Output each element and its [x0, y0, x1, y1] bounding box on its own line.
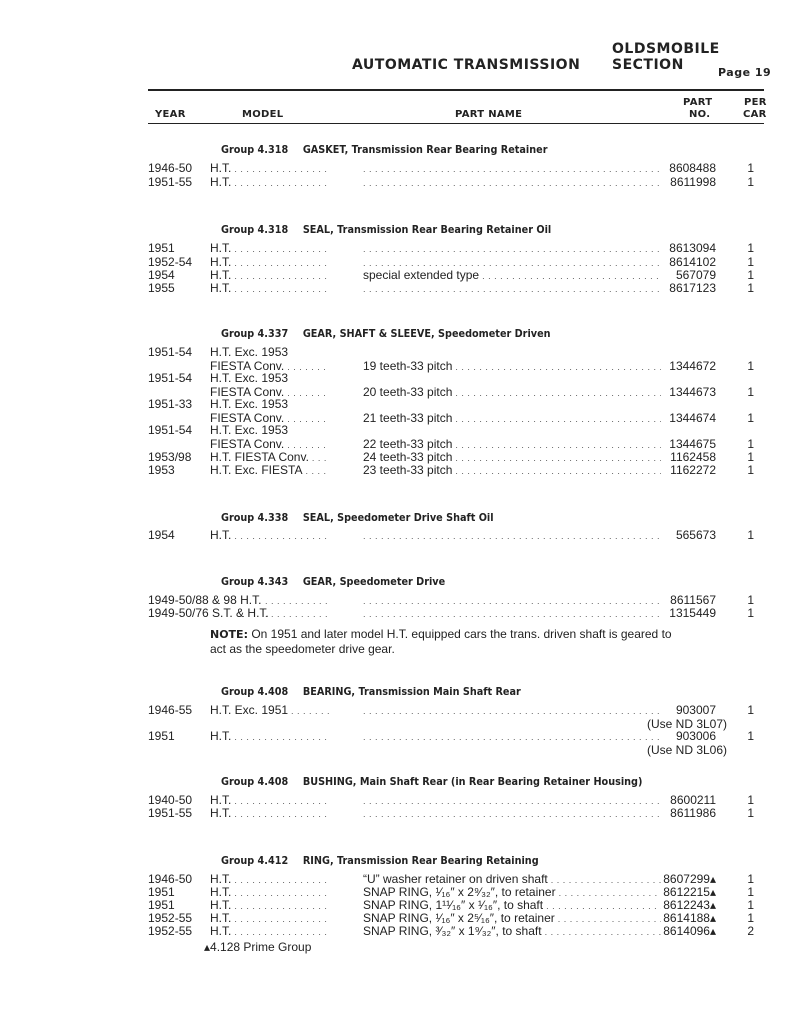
part-name-cell [363, 794, 661, 808]
model-text: H.T. Exc. 1953 [210, 372, 289, 385]
model-text: H.T. [210, 269, 232, 282]
year-cell: 1951-55 [148, 175, 193, 189]
model-cell [210, 899, 330, 913]
part-name-text: SNAP RING, ¹⁄₁₆″ x 2⁵⁄₁₆″, to retainer [363, 912, 555, 925]
part-name-cell [363, 176, 661, 190]
table-row [0, 269, 786, 282]
leader-dots [479, 269, 661, 282]
part-name-text: “U” washer retainer on driven shaft [363, 873, 548, 886]
part-name-text: 20 teeth-33 pitch [363, 386, 453, 399]
part-name-text: SNAP RING, ¹⁄₁₆″ x 2⁹⁄₃₂″, to retainer [363, 886, 556, 899]
part-name-text: SNAP RING, ³⁄₃₂″ x 1⁹⁄₃₂″, to shaft [363, 925, 542, 938]
group-title: GEAR, SHAFT & SLEEVE, Speedometer Driven [302, 327, 551, 340]
per-car-cell: 1 [747, 359, 754, 373]
table-row [0, 464, 786, 477]
part-number-cell: 1344675 [669, 437, 716, 451]
note-label: NOTE: [210, 628, 248, 641]
leader-dots [231, 794, 330, 807]
leader-dots [231, 925, 330, 938]
model-cell [210, 807, 330, 821]
leader-dots [452, 464, 661, 477]
year-cell: 1952-55 [148, 911, 193, 925]
model-text: H.T. Exc. FIESTA [210, 464, 303, 477]
table-row [0, 242, 786, 255]
model-cell [210, 873, 330, 887]
part-name-text: 22 teeth-33 pitch [363, 438, 453, 451]
year-cell: 1946-55 [148, 703, 193, 717]
leader-dots [363, 256, 661, 269]
part-number-cell: 903006 [675, 729, 716, 743]
per-car-cell: 1 [747, 729, 754, 743]
year-cell: 1951-55 [148, 806, 193, 820]
model-text: H.T. [210, 873, 232, 886]
per-car-cell: 1 [747, 872, 754, 886]
leader-dots [363, 242, 661, 255]
leader-dots [542, 925, 661, 938]
per-car-cell: 1 [747, 437, 754, 451]
leader-dots [543, 899, 661, 912]
year-cell: 1951 [148, 729, 175, 743]
leader-dots [231, 162, 330, 175]
model-text: H.T. [210, 730, 232, 743]
part-number-cell: 8617123 [669, 281, 716, 295]
leader-dots [555, 912, 661, 925]
model-cell [210, 162, 330, 176]
part-number-cell: 903007 [675, 703, 716, 717]
group-title: SEAL, Speedometer Drive Shaft Oil [302, 511, 494, 524]
model-text: H.T. Exc. 1951 [210, 704, 289, 717]
part-number-cell: 567079 [675, 268, 716, 282]
part-name-cell [363, 899, 661, 913]
model-text: FIESTA Conv. [210, 438, 285, 451]
group-number: Group 4.318 [221, 223, 289, 236]
part-number-cell: 8614102 [669, 255, 716, 269]
table-row [0, 372, 786, 385]
model-cell [210, 424, 330, 437]
year-cell: 1951-54 [148, 423, 193, 437]
part-number-cell: 8607299▴ [663, 872, 716, 886]
part-number-cell: 8611986 [670, 806, 716, 820]
part-name-cell [363, 464, 661, 478]
model-cell [210, 282, 330, 296]
leader-dots [231, 256, 330, 269]
part-number-cell: 565673 [675, 528, 716, 542]
part-name-cell [363, 873, 661, 887]
page-number: Page 19 [718, 66, 772, 79]
model-text: H.T. Exc. 1953 [210, 424, 289, 437]
model-text: H.T. [210, 529, 232, 542]
leader-dots [265, 607, 330, 621]
model-cell [210, 451, 330, 465]
table-row [0, 529, 786, 542]
leader-dots [363, 529, 661, 542]
part-number-cell: 8614096▴ [663, 924, 716, 938]
per-car-cell: 1 [747, 161, 754, 175]
leader-dots [231, 269, 330, 282]
per-car-cell: 1 [747, 911, 754, 925]
group-number: Group 4.408 [221, 685, 289, 698]
group-title: GASKET, Transmission Rear Bearing Retainer [302, 143, 548, 156]
part-number-cell: 8614188▴ [663, 911, 716, 925]
leader-dots [231, 529, 330, 542]
part-number-cell: 1344672 [669, 359, 716, 373]
leader-dots [309, 451, 330, 464]
model-text: FIESTA Conv. [210, 412, 285, 425]
model-cell [210, 372, 330, 385]
table-row [0, 398, 786, 411]
per-car-cell: 1 [747, 450, 754, 464]
leader-dots [548, 873, 661, 886]
part-name-cell [363, 282, 661, 296]
leader-dots [231, 176, 330, 189]
col-part-no-1: PART [683, 97, 713, 108]
part-name-cell [363, 704, 661, 718]
per-car-cell: 1 [747, 175, 754, 189]
model-text: FIESTA Conv. [210, 386, 285, 399]
part-number-cell: 1162458 [670, 450, 716, 464]
per-car-cell: 1 [747, 281, 754, 295]
year-cell: 1951 [148, 898, 175, 912]
group-heading [221, 511, 767, 525]
group-title: RING, Transmission Rear Bearing Retaining [302, 854, 539, 867]
per-car-cell: 1 [747, 793, 754, 807]
year-cell: 1953 [148, 463, 175, 477]
model-text: H.T. [210, 912, 232, 925]
part-number-cell: 8608488 [669, 161, 716, 175]
year-cell: 1952-55 [148, 924, 193, 938]
group-title: BUSHING, Main Shaft Rear (in Rear Bearing Retainer Housing) [302, 775, 643, 788]
leader-dots [363, 594, 661, 607]
table-row [0, 438, 786, 451]
group-title: GEAR, Speedometer Drive [302, 575, 446, 588]
model-cell [210, 269, 330, 283]
per-car-cell: 1 [747, 385, 754, 399]
group-heading [221, 143, 767, 157]
part-number-cell: 8612243▴ [663, 898, 716, 912]
model-cell [210, 730, 330, 744]
header-rule-bottom [148, 123, 764, 124]
leader-dots [231, 242, 330, 255]
footnote: ▴4.128 Prime Group [204, 940, 312, 954]
model-text: H.T. FIESTA Conv. [210, 451, 309, 464]
table-row [0, 807, 786, 820]
part-name-cell [363, 162, 661, 176]
group-title: BEARING, Transmission Main Shaft Rear [302, 685, 521, 698]
per-car-cell: 1 [747, 255, 754, 269]
per-car-cell: 1 [747, 703, 754, 717]
part-name-text: special extended type [363, 269, 480, 282]
part-name-text: 23 teeth-33 pitch [363, 464, 453, 477]
year-cell: 1951-33 [148, 397, 193, 411]
part-number-cell: 8613094 [669, 241, 716, 255]
year-cell: 1949-50/88 & 98 H.T. [148, 593, 262, 607]
part-number-cell: 1344674 [669, 411, 716, 425]
leader-dots [231, 899, 330, 912]
table-row [0, 704, 786, 717]
per-car-cell: 1 [747, 241, 754, 255]
model-cell [210, 438, 330, 452]
page-title: AUTOMATIC TRANSMISSION [352, 57, 581, 73]
model-cell [210, 242, 330, 256]
leader-dots [231, 730, 330, 743]
per-car-cell: 2 [747, 924, 754, 938]
part-name-cell [363, 438, 661, 452]
model-cell [210, 886, 330, 900]
col-year: YEAR [155, 109, 186, 120]
col-part-no-2: NO. [689, 109, 711, 120]
part-name-cell [363, 242, 661, 256]
part-name-cell [363, 594, 661, 608]
part-number-cell: 1344673 [669, 385, 716, 399]
group-number: Group 4.343 [221, 575, 289, 588]
leader-dots [231, 807, 330, 820]
section-title: OLDSMOBILE SECTION [612, 41, 720, 73]
year-cell: 1953/98 [148, 450, 192, 464]
part-number-cell: 8611998 [670, 175, 716, 189]
year-cell: 1954 [148, 528, 175, 542]
table-row [0, 424, 786, 437]
model-cell [210, 464, 330, 478]
leader-dots [265, 594, 330, 608]
per-car-cell: 1 [747, 528, 754, 542]
part-name-text: 19 teeth-33 pitch [363, 360, 453, 373]
group-heading [221, 223, 767, 237]
year-cell: 1955 [148, 281, 175, 295]
part-name-cell [363, 529, 661, 543]
part-name-cell [363, 925, 661, 939]
leader-dots [231, 886, 330, 899]
part-number-cell: 1162272 [670, 463, 716, 477]
leader-dots [363, 730, 661, 743]
model-cell [210, 398, 330, 411]
model-text: H.T. Exc. 1953 [210, 346, 289, 359]
year-cell: 1949-50/76 S.T. & H.T. [148, 606, 269, 620]
part-number-cell: 1315449 [669, 606, 716, 620]
leader-dots [363, 176, 661, 189]
table-row [0, 256, 786, 269]
year-cell: 1951-54 [148, 345, 193, 359]
group-number: Group 4.337 [221, 327, 289, 340]
group-number: Group 4.408 [221, 775, 289, 788]
leader-dots [302, 464, 330, 477]
part-name-cell [363, 886, 661, 900]
use-note: (Use ND 3L06) [647, 743, 728, 757]
year-cell: 1940-50 [148, 793, 193, 807]
table-row [0, 607, 786, 620]
col-per-car-1: PER [744, 97, 767, 108]
part-name-cell [363, 730, 661, 744]
group-number: Group 4.318 [221, 143, 289, 156]
leader-dots [452, 438, 661, 451]
model-text: H.T. [210, 242, 232, 255]
part-number-cell: 8612215▴ [663, 885, 716, 899]
model-cell [210, 346, 330, 359]
leader-dots [556, 886, 661, 899]
leader-dots [363, 794, 661, 807]
leader-dots [231, 873, 330, 886]
leader-dots [363, 607, 661, 620]
part-number-cell: 8600211 [670, 793, 716, 807]
table-row [0, 730, 786, 743]
leader-dots [231, 912, 330, 925]
part-name-text: SNAP RING, 1¹¹⁄₁₆″ x ¹⁄₁₆″, to shaft [363, 899, 544, 912]
table-row [0, 176, 786, 189]
leader-dots [363, 807, 661, 820]
table-row [0, 794, 786, 807]
model-cell [210, 925, 330, 939]
model-cell [210, 704, 330, 718]
leader-dots [231, 282, 330, 295]
model-text: H.T. [210, 899, 232, 912]
table-row [0, 451, 786, 464]
per-car-cell: 1 [747, 606, 754, 620]
leader-dots [363, 162, 661, 175]
table-row [0, 346, 786, 359]
part-name-cell [363, 807, 661, 821]
part-name-cell [363, 451, 661, 465]
group-heading [221, 775, 767, 789]
model-cell [210, 256, 330, 270]
note [210, 627, 680, 656]
model-cell [210, 176, 330, 190]
model-text: H.T. Exc. 1953 [210, 398, 289, 411]
model-text: FIESTA Conv. [210, 360, 285, 373]
per-car-cell: 1 [747, 898, 754, 912]
model-cell [210, 529, 330, 543]
table-row [0, 162, 786, 175]
part-name-cell [363, 256, 661, 270]
leader-dots [288, 704, 330, 717]
year-cell: 1952-54 [148, 255, 193, 269]
year-cell: 1951 [148, 885, 175, 899]
part-name-text: 24 teeth-33 pitch [363, 451, 453, 464]
group-number: Group 4.338 [221, 511, 289, 524]
group-heading [221, 854, 767, 868]
group-number: Group 4.412 [221, 854, 289, 867]
group-heading [221, 685, 767, 699]
year-cell: 1951-54 [148, 371, 193, 385]
model-text: H.T. [210, 256, 232, 269]
part-name-cell [363, 912, 661, 926]
year-cell: 1951 [148, 241, 175, 255]
group-heading [221, 575, 767, 589]
per-car-cell: 1 [747, 411, 754, 425]
leader-dots [452, 451, 661, 464]
per-car-cell: 1 [747, 593, 754, 607]
model-text: H.T. [210, 282, 232, 295]
per-car-cell: 1 [747, 806, 754, 820]
part-name-cell [363, 269, 661, 283]
part-name-cell [363, 607, 661, 621]
part-number-cell: 8611567 [670, 593, 716, 607]
header-rule-top [148, 89, 764, 91]
model-text: H.T. [210, 794, 232, 807]
year-cell: 1946-50 [148, 872, 193, 886]
model-text: H.T. [210, 886, 232, 899]
model-text: H.T. [210, 162, 232, 175]
leader-dots [363, 704, 661, 717]
model-text: H.T. [210, 176, 232, 189]
per-car-cell: 1 [747, 463, 754, 477]
col-part-name: PART NAME [455, 109, 523, 120]
part-name-text: 21 teeth-33 pitch [363, 412, 453, 425]
col-per-car-2: CAR [743, 109, 767, 120]
group-heading [221, 327, 767, 341]
model-cell [210, 912, 330, 926]
group-title: SEAL, Transmission Rear Bearing Retainer Oil [302, 223, 552, 236]
col-model: MODEL [242, 109, 284, 120]
table-row [0, 925, 786, 938]
per-car-cell: 1 [747, 268, 754, 282]
note-text: On 1951 and later model H.T. equipped cars the trans. driven shaft is geared to act as the speedometer drive gear. [210, 627, 672, 656]
table-row [0, 594, 786, 607]
leader-dots [363, 282, 661, 295]
year-cell: 1946-50 [148, 161, 193, 175]
leader-dots [284, 438, 330, 451]
model-text: H.T. [210, 807, 232, 820]
model-cell [210, 794, 330, 808]
per-car-cell: 1 [747, 885, 754, 899]
year-cell: 1954 [148, 268, 175, 282]
use-note: (Use ND 3L07) [647, 717, 728, 731]
model-text: H.T. [210, 925, 232, 938]
table-row [0, 282, 786, 295]
